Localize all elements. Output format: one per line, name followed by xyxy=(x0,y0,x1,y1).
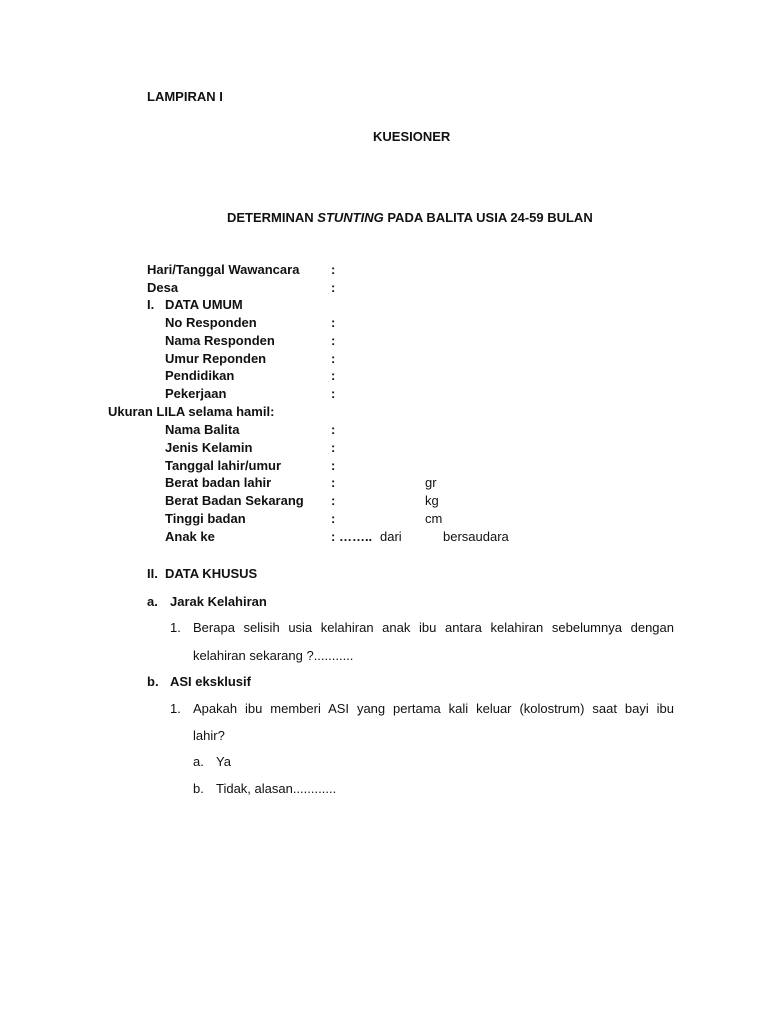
field-label-occupation: Pekerjaan xyxy=(165,386,227,401)
unit-centimeter: cm xyxy=(425,511,443,526)
field-label-birthdate: Tanggal lahir/umur xyxy=(165,458,282,473)
question-number: 1. xyxy=(170,701,181,716)
subsection-title: ASI eksklusif xyxy=(170,674,251,689)
field-colon: : xyxy=(331,351,336,366)
field-label-child-order: Anak ke xyxy=(165,529,215,544)
section-number: II. xyxy=(147,566,158,581)
field-label-lila: Ukuran LILA selama hamil: xyxy=(108,404,275,419)
field-colon: : xyxy=(331,440,336,455)
document-heading: KUESIONER xyxy=(373,129,451,144)
field-colon: : xyxy=(331,368,336,383)
question-number: 1. xyxy=(170,620,181,635)
word-bersaudara: bersaudara xyxy=(443,529,509,544)
field-label-respondent-no: No Responden xyxy=(165,315,257,330)
field-colon: : xyxy=(331,458,336,473)
field-label-birth-weight: Berat badan lahir xyxy=(165,475,272,490)
option-text: Ya xyxy=(216,754,231,769)
field-label-village: Desa xyxy=(147,280,179,295)
option-text: Tidak, alasan............ xyxy=(216,781,337,796)
section-title: DATA KHUSUS xyxy=(165,566,258,581)
field-label-date: Hari/Tanggal Wawancara xyxy=(147,262,300,277)
question-text: Apakah ibu memberi ASI yang pertama kali keluar (kolostrum) saat bayi ibu xyxy=(193,701,674,716)
field-colon: : xyxy=(331,511,336,526)
field-colon: : xyxy=(331,386,336,401)
field-label-sex: Jenis Kelamin xyxy=(165,440,253,455)
subsection-title: Jarak Kelahiran xyxy=(170,594,267,609)
word-dari: dari xyxy=(380,529,402,544)
field-colon: : xyxy=(331,493,336,508)
field-colon-dots: : …….. xyxy=(331,529,373,544)
field-colon: : xyxy=(331,280,336,295)
field-label-current-weight: Berat Badan Sekarang xyxy=(165,493,304,508)
field-colon: : xyxy=(331,422,336,437)
section-number: I. xyxy=(147,297,155,312)
option-label: a. xyxy=(193,754,204,769)
question-text-continued: kelahiran sekarang ?........... xyxy=(193,648,354,663)
option-label: b. xyxy=(193,781,204,796)
field-label-respondent-age: Umur Reponden xyxy=(165,351,267,366)
document-title xyxy=(227,210,593,226)
question-text-continued: lahir? xyxy=(193,728,225,743)
unit-kilogram: kg xyxy=(425,493,439,508)
title-italic: STUNTING xyxy=(317,210,384,225)
field-colon: : xyxy=(331,333,336,348)
section-title: DATA UMUM xyxy=(165,297,243,312)
subsection-label: b. xyxy=(147,674,159,689)
subsection-label: a. xyxy=(147,594,158,609)
title-suffix: PADA BALITA USIA 24-59 BULAN xyxy=(383,210,593,225)
field-colon: : xyxy=(331,475,336,490)
title-prefix: DETERMINAN xyxy=(227,210,318,225)
field-label-height: Tinggi badan xyxy=(165,511,246,526)
field-colon: : xyxy=(331,315,336,330)
field-label-respondent-name: Nama Responden xyxy=(165,333,275,348)
unit-gram: gr xyxy=(425,475,437,490)
question-text: Berapa selisih usia kelahiran anak ibu antara kelahiran sebelumnya dengan xyxy=(193,620,674,635)
field-label-education: Pendidikan xyxy=(165,368,235,383)
field-label-child-name: Nama Balita xyxy=(165,422,240,437)
appendix-label: LAMPIRAN I xyxy=(147,89,223,104)
field-colon: : xyxy=(331,262,336,277)
